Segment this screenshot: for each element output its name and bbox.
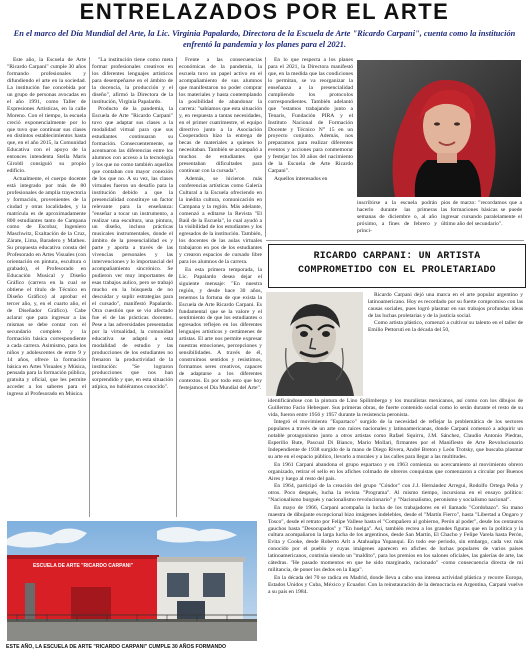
sidebar-column-body bbox=[268, 398, 523, 657]
paragraph: En esta primera temporada, la Lic. Papalardo desea dejar el siguiente mensaje: "En nuestra región, y desde hace 30 años, tenemos la fortuna de que exista la Escuela de Arte Ricardo Carpani. Es fundamental que se la valore y el sentimiento de que los estudiantes o egresados reflejen en los diferentes lenguajes artísticos y certámenes de artistas. El arte nos permite expresar nuestras emociones, percepciones y sensibilidades. A través de él, construimos sentidos y resistimos, formamos seres creativos, capaces de adaptarse a los diferentes contextos. Es por todo esto que hoy festejamos el Día Mundial del Arte". bbox=[179, 266, 262, 391]
paragraph: En la década del 70 se radica en Madrid, donde lleva a cabo una intensa actividad plástica y recorre Europa, Estados Unidos y Cuba, México y Ecuador. Con la reinstauración de la democracia en Argentina, Carpani vuelve a su país en 1984. bbox=[268, 574, 523, 595]
sidebar-title-box bbox=[268, 244, 526, 288]
paragraph: Aquellos interesados en bbox=[274, 175, 328, 182]
paragraph: En lo que respecta a los planes para el 2021, la Directora manifestó que, en la medida que las condiciones lo permitan, se va reorganizar la enseñanza a la presencialidad cumpliendo los protocolos correspondientes. También adelantó que "estamos trabajando junto a Tenaris, Fundación PIRA y el Instituto Nacional de Formación Docente y Técnico N° 15 en un proyecto conjunto. Además, nos preparamos para realizar diferentes eventos y acciones para conmemorar y festejar los 30 años del nacimiento de la Escuela de Arte Ricardo Carpani". bbox=[268, 57, 353, 175]
paragraph: identificándose con la pintura de Lino Spilimbergo y los muralistas mexicanos, así como con los dibujos de Guillermo Facio Hebequer. Sus primeras obras, de fuerte contenido social como lo serán durante el resto de su vida, fueron entre 1956 y 1957 durante la resistencia peronista. bbox=[268, 398, 523, 418]
paragraph: Como artista plástico, comenzó a cultivar su talento en el taller de Emilio Pettoruti en la década del 50, bbox=[368, 320, 523, 334]
subheadline: En el marco del Día Mundial del Arte, la Lic. Virginia Papalardo, Directora de la Escuela de Arte "Ricardo Carpani", cuenta como la institución enfrentó la pandemia y los planes para el 2021. bbox=[13, 29, 516, 49]
school-sign: ESCUELA DE ARTE "RICARDO CARPANI" bbox=[32, 563, 134, 569]
paragraph: Actualmente, el cuerpo docente está integrado por más de 80 profesionales de amplia trayectoria y formación, provenientes de la ciudad y otras localidades, y la matrícula es de aproximadamente 800 estudiantes tanto de Campana como de Escobar, Ingeniero Maschwitz, Exaltación de la Cruz, Zárate, Lima, Baradero y Matheu. Su propuesta educativa consta del Profesorado en Artes Visuales (con orientación en pintura, escultura o grabado), el Profesorado en Educación Musical y Diseño Gráfico (carrera en la cual se obtiene el título de Técnico en Diseño Gráfico) al aprobar el tercer año, y, en el cuarto año, el de Diseñador Gráfico). Cabe aclarar que para ingresar a las mismas se debe contar con el secundario completo y la formación básica correspondiente a cada carrera. Asimismo, para los niños y adolescentes de entre 9 y 14 años, ofrece la formación básica en Artes Visuales y Música, pensada para la formación pública, gratuita y oficial, que les permite acceder a los saberes para el ingreso al Profesorado en Música. bbox=[7, 175, 86, 398]
paragraph: "La institución tiene como meta formar profesionales creativos en los diferentes lenguajes artísticos para desempeñarse en el ámbito de la docencia, la producción y el diseño", afirmó la Directora de la institución, Virginia Papalardo. bbox=[92, 57, 173, 105]
article-column-4 bbox=[268, 57, 353, 237]
column-divider bbox=[176, 57, 177, 517]
paragraph: inscribirse a la escuela podrán hacerlo durante las primeras semanas de diciembre o, al año próximo, a fines de febrero y princi- bbox=[357, 200, 437, 234]
article-column-1 bbox=[7, 57, 86, 519]
paragraph: En 1964, participó de la creación del grupo "Cóndor" con J.J. Hernández Arregui, Rodolfo Ortega Peña y otros. Poco después, lucha la revista "Programa". Al mismo tiempo, incursiona en el ensayo político: "Nacionalismo burgués y nacionalismo revolucionario" y "Nacionalismo, peronismo y socialismo nacional". bbox=[268, 483, 523, 504]
photo-caption: ESTE AÑO, LA ESCUELA DE ARTE "RICARDO CARPANI" CUMPLE 30 AÑOS FORMANDO bbox=[6, 644, 227, 650]
headline: ENTRELAZADOS POR EL ARTE bbox=[79, 0, 450, 24]
sidebar-title-line-2: COMPROMETIDO CON EL PROLETARIADO bbox=[298, 264, 496, 275]
column-divider bbox=[89, 57, 90, 517]
paragraph: Este año, la Escuela de Arte "Ricardo Carpani" cumple 30 años formando profesionales y difundiendo el arte en la sociedad. La institución fue concebida por un grupo de personas avocadas en el año 1991, como Taller de Expresiones Artísticas, en la calle Moreno. Con el tiempo, la escuela creció exponencialmente por lo que tuvo que continuar sus clases en distintos establecimientos hasta que, en el año 2015, la Comunidad Educativa con el apoyo de la entonces intendenta Stella Maris Giroldi consiguió su propio edificio. bbox=[7, 57, 86, 175]
column-divider bbox=[265, 57, 266, 237]
paragraph: Frente a las consecuencias económicas de la pandemia, la escuela tuvo un papel activo en el acompañamiento de sus alumnos que manifestaron no poder comprar los materiales y hasta contemplando la posibilidad de abandonar la carrera: "sabíamos que esta situación y, en respuesta a tantas necesidades, en el primer cuatrimestre, el equipo directivo junto a la Asociación Cooperadora hizo la entrega de becas de materiales a quienes lo necesitaban. También se acompañó a muchos de estudiantes que presentaban dificultades para continuar con la cursada". bbox=[179, 57, 262, 175]
paragraph: Ricardo Carpani dejó una marca en el arte popular argentino y latinoamericano. Hoy es recordado por su fuerte compromiso con las causas sociales, pues logró plasmar en sus trabajos profundas ideas de las luchas proletarias y de la justicia social. bbox=[368, 292, 523, 319]
article-column-4b bbox=[357, 200, 437, 238]
paragraph: En mayo de 1966, Carpani acompaña la lucha de los trabajadores en el llamado "Cordobazo". Su mano maestra de dibujante excepcional bizo imágenes indelebles, desde el "Martín Fierro", hasta "Libertad a Ongaro y Tosco", desde el retrato por Felipe Vallese hasta el "Compañero al gobierno, Perón al poder", desde los centauros gauchos hasta "Desocupados" y "En huelga". Así, también recrea a los grandes figuras que en la política y la cultura acompañaron la larga lucha de los argentinos, desde San Martín, El Chacho y Felipe Varela hasta Perón, Evita y Cooke, desde Roberto Arlt a Atahualpa Yupanqui. En todo ese periodo, sin embargo, cada vez más conocido por el pueblo y cuyas imágenes aparecen en afiches de luchas populares de varios países latinoamericanos, continúa siendo un "maldito", para los premios en los salones oficiales, las galerías de arte, las cátedras. "He pasado momentos en que he sido marginado, racionado" -como consecuencia directa de mi militancia, de poner los dedos en la llaga". bbox=[268, 504, 523, 574]
paragraph: Además, se hicieron más conferencias artísticas como Galería Cultural a la Escuela ofreciendo en la inédita cultura, comunicación en Campana y la región. Más adelante, comenzó a editarse la Revista "El Baúl de la Escuela", lo cual ayudó a la visibilidad de los estudiantes y los egresados de la institución. También, los docentes de las aulas virtuales trabajaron en pos de los estudiantes y crearon espacios de cursado libre para los alumnos de la carrera. bbox=[179, 175, 262, 266]
director-photo bbox=[357, 60, 521, 197]
carpani-sketch-image bbox=[266, 292, 363, 396]
article-column-2 bbox=[92, 57, 173, 519]
article-column-3 bbox=[179, 57, 262, 519]
paragraph: Producto de la pandemia, la Escuela de Arte "Ricardo Carpani" tuvo que adaptar sus clases a la modalidad virtual para que sus estudiantes continuaran su formación. Consecuentemente, se acentuaron las diferencias entre los alumnos con acceso a la tecnología y los que no como también aquellos que contaban con mayor conexión de los que no. A su vez, las clases virtuales fueron un desafío para la institución debido a que la presencialidad constituye un factor relevante para la enseñanza: "enseñar a tocar un instrumento, a realizar una escultura, una pintura, un diseño, incluso prácticas musicales instrumentales, donde el ámbito de la presencialidad es y parte y aporta a través de las vivencias personales y las intervenciones y lo importancial del acompañamiento sincrónico. Se pudieron ver muy importantes de esas trabajos aulico, pero se trabajó mucho en la búsqueda de no descuidar y suplir estrategias para el cursado", manifestó Papalardo. Otra cuestión que se vio afectado fue el de las prácticas docentes. Pese a las adversidades presentadas por la virtualidad, la comunidad educativa se adaptó a esta modalidad de estudio y las producciones de los estudiantes no frenaron la productividad de la institución: "Se lograron producciones que nos han sorprendido y que, en esta situación atípica, no hubiéramos conocido". bbox=[92, 106, 173, 391]
section-divider bbox=[266, 240, 524, 241]
article-column-5b bbox=[441, 200, 522, 238]
sidebar-column-top bbox=[368, 292, 523, 397]
school-building-photo bbox=[7, 521, 257, 641]
paragraph: pios de marzo: "recordamos que a las formaciones básicas se puede ingresar cursando paralelamente el último año del secundario". bbox=[441, 200, 522, 227]
carpani-portrait bbox=[266, 292, 363, 396]
paragraph: En 1961 Carpani abandona el grupo espartaco y en 1963 comienza su acercamiento al movimiento obrero organizado, retirar el sello en los afiches colmado de obreros conquistas que comenzaron a circular por Buenos Aires y luego al resto del país. bbox=[268, 461, 523, 482]
sidebar-title-line-1: RICARDO CARPANI: UN ARTISTA bbox=[313, 250, 481, 261]
director-portrait-image bbox=[357, 60, 521, 197]
paragraph: Integró el movimiento "Espartaco" surgido de la necesidad de reflejar la problemática de los sectores populares a través de un arte con raíces nacionales y latinoamericanas, donde Carpani comenzó a adquirir un notable protagonismo junto a otros artistas como Rafael Squirru, J.M. Sánchez, Claudio Antonio Piedras, Esperilio Bute, Pascual Di Bianco, Mario Mollari, firmantes por el Manifiesto de Arte Revolucionario Independiente de 1938 surgido de la mano de Diego Rivera, André Breton y León Trotsky, que buscaba plasmar su arte en el espacio público, llevarlo a murales y a las calles para llegar a las multitudes. bbox=[268, 419, 523, 461]
school-building-image bbox=[7, 521, 257, 641]
